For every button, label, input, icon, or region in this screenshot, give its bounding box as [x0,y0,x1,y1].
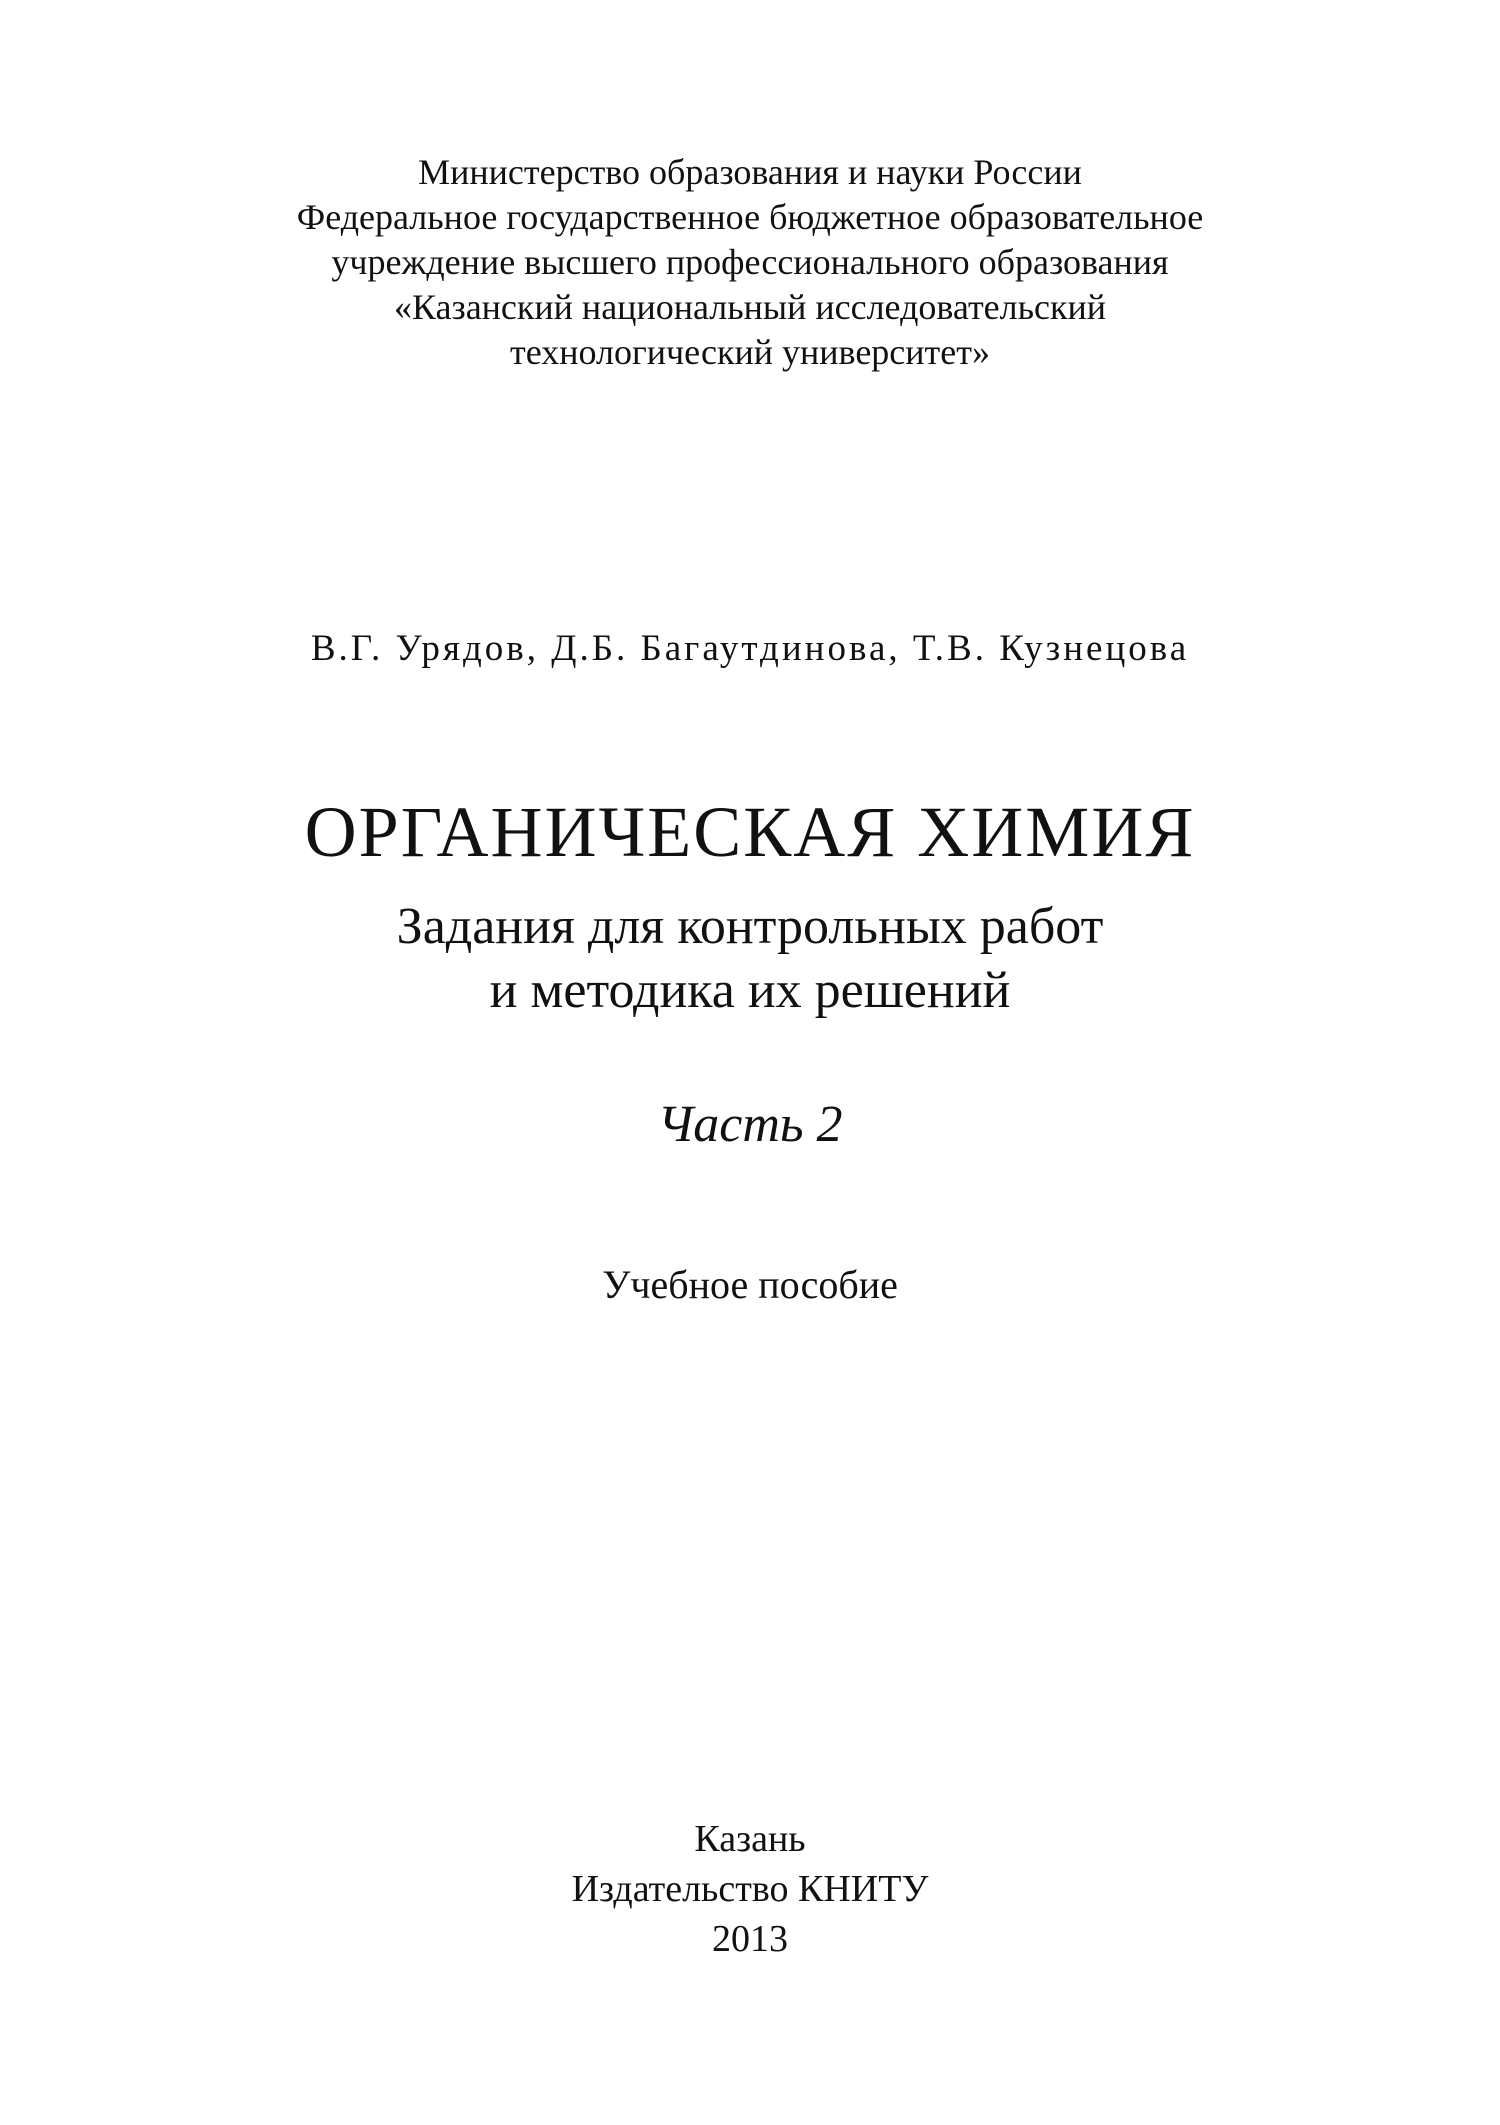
institution-line: учреждение высшего профессионального образования [331,242,1169,282]
imprint-city: Казань [694,1818,806,1860]
imprint [0,1814,1500,1964]
institution-line: Министерство образования и науки России [418,152,1082,192]
authors: В.Г. Урядов, Д.Б. Багаутдинова, Т.В. Кузнецова [310,628,1190,669]
institution-header [0,150,1500,375]
part-number: Часть 2 [657,1096,843,1153]
book-subtitle [0,895,1500,1023]
institution-line: «Казанский национальный исследовательский [393,287,1107,327]
imprint-year: 2013 [712,1918,788,1960]
book-title: ОРГАНИЧЕСКАЯ ХИМИЯ [304,792,1196,872]
institution-line: Федеральное государственное бюджетное образовательное [296,197,1204,237]
subtitle-line: Задания для контрольных работ [396,898,1104,955]
publication-type: Учебное пособие [602,1262,898,1307]
subtitle-line: и методика их решений [489,962,1011,1019]
imprint-publisher: Издательство КНИТУ [571,1868,929,1910]
institution-line: технологический университет» [510,332,990,372]
